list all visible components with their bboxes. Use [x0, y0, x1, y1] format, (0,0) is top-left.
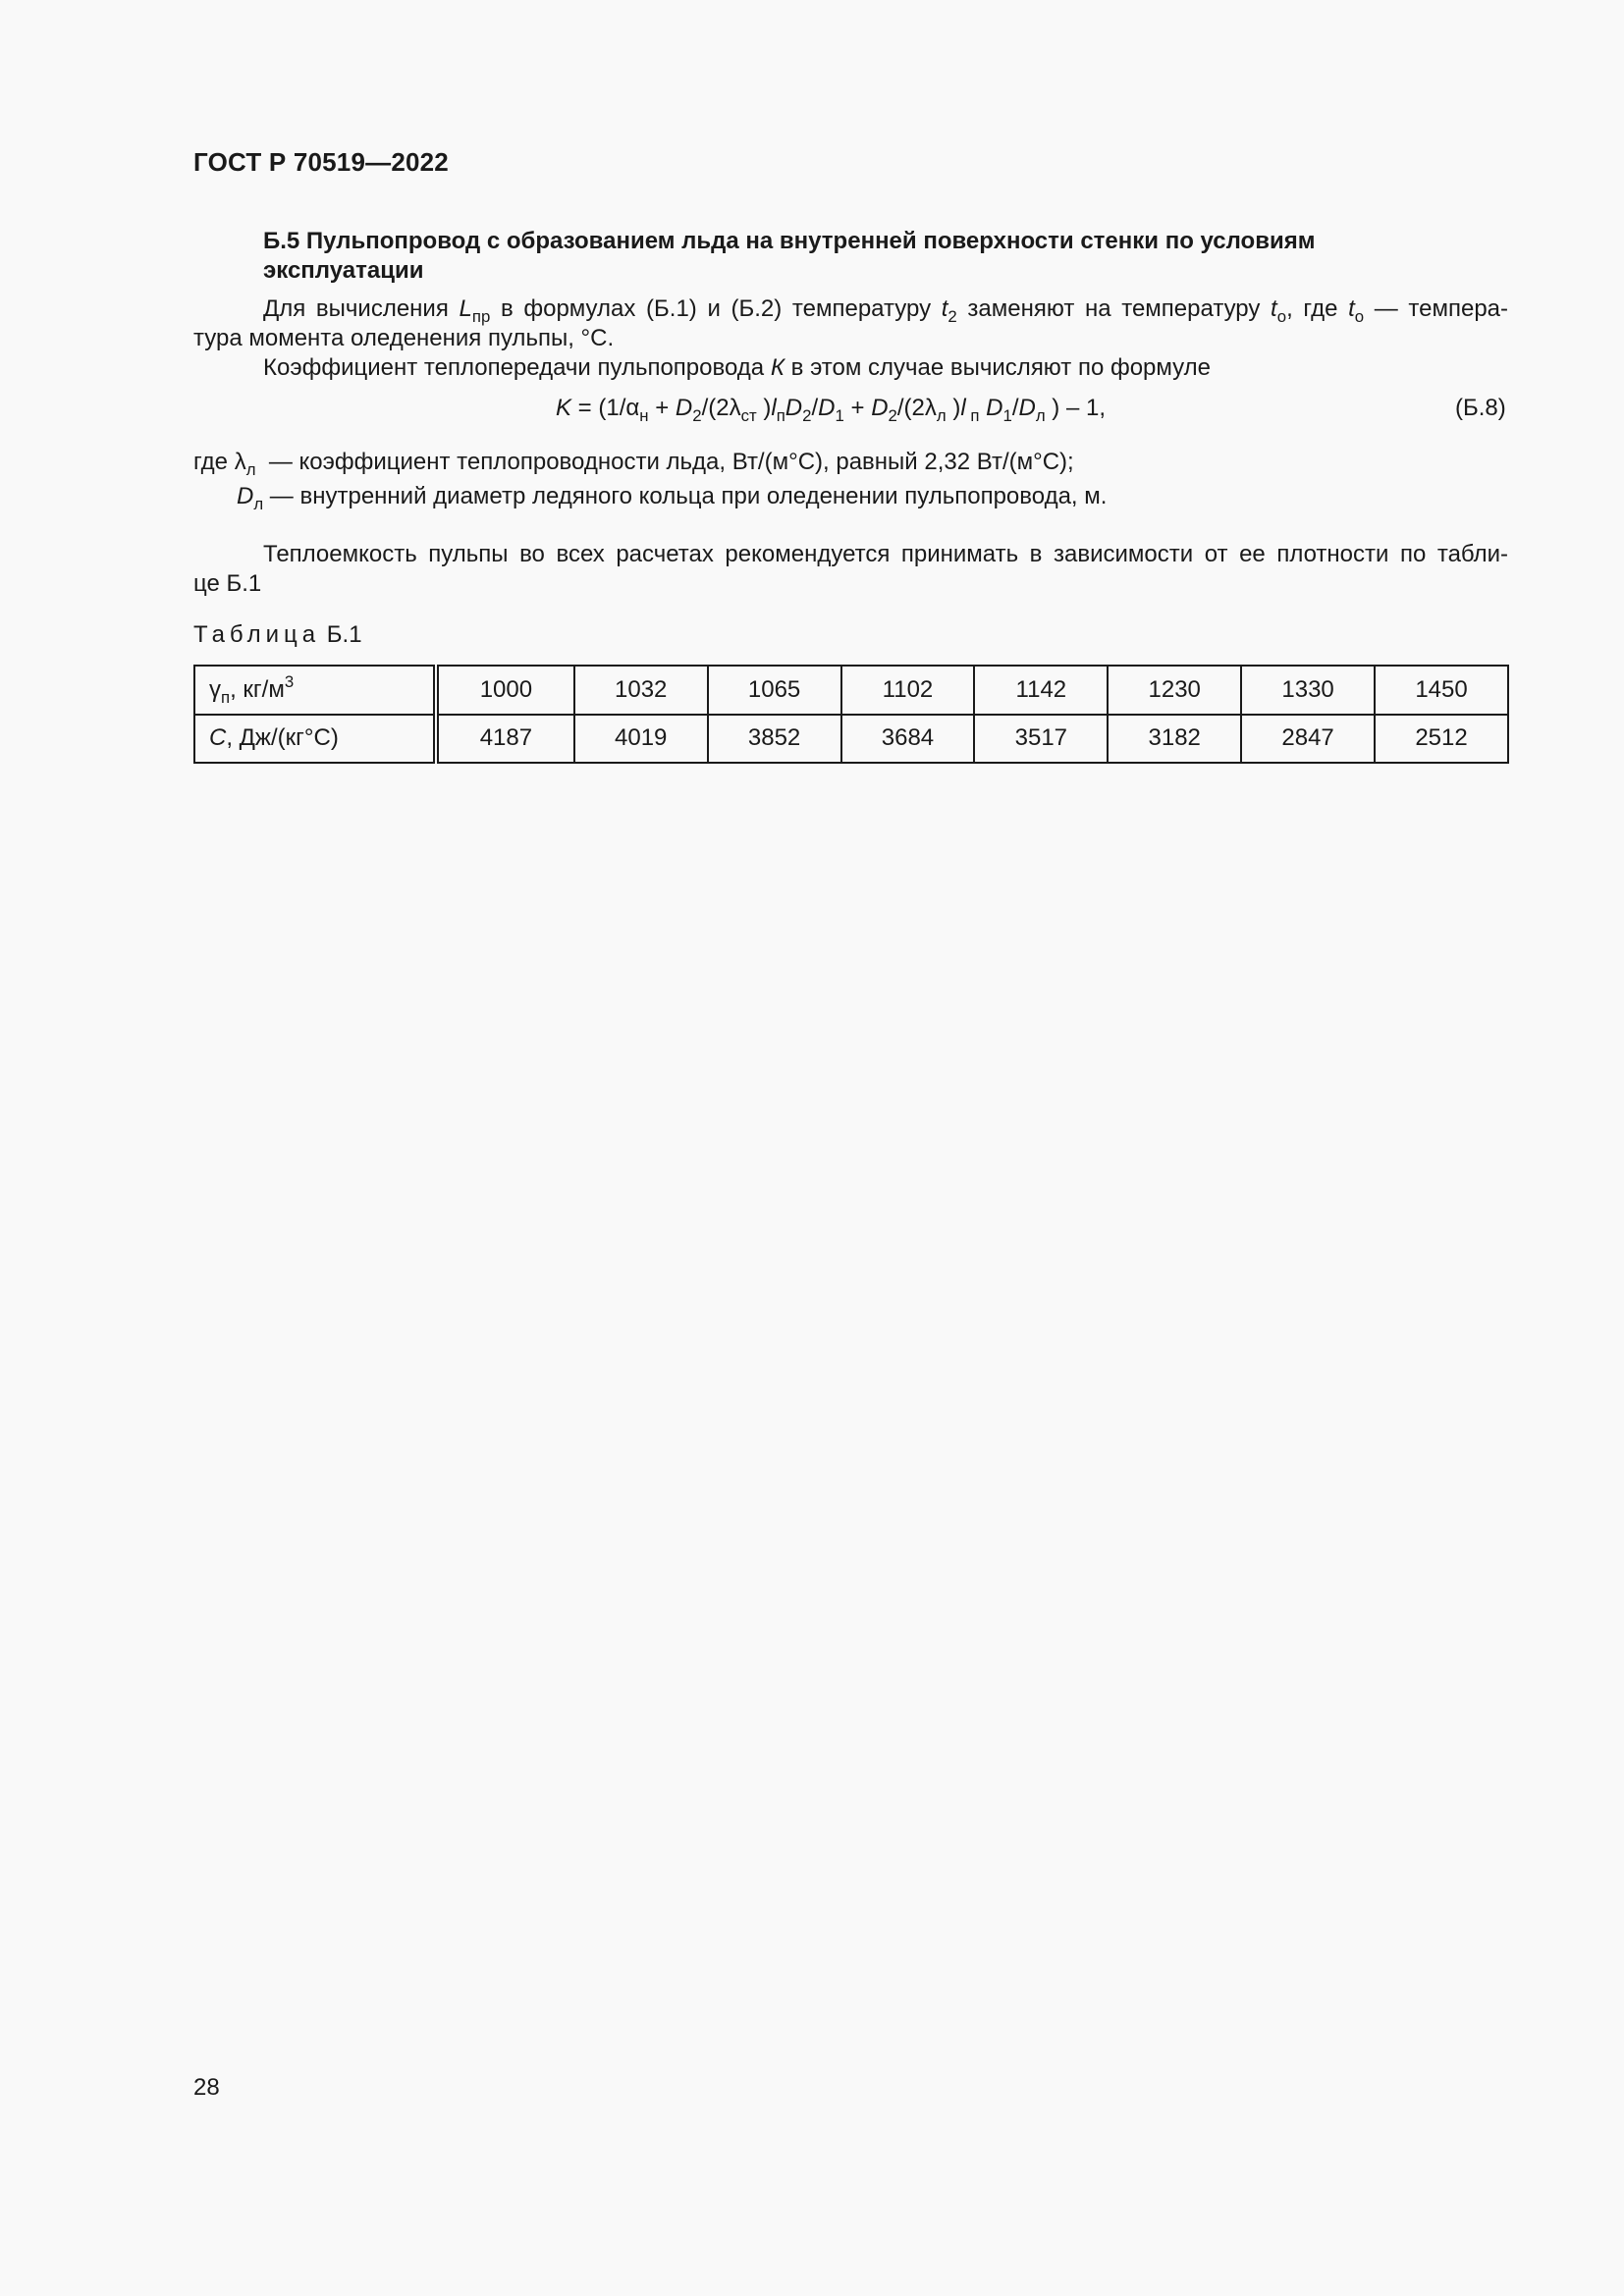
- table-cell: 3517: [974, 715, 1108, 764]
- row-header-density: $\gamma_п$, $кг/м^3$: [194, 666, 436, 715]
- table-cell: 4187: [436, 715, 574, 764]
- formula-number: (Б.8): [1455, 395, 1506, 421]
- formula-b8: $K = (1/\alpha_н + D_2/(2\lambda_{ст}$ )$l_пD_2/D_1 + D_2/(2\lambda_л$ )l $_п$ $D_1/D_л$ ) – 1,: [556, 395, 1106, 425]
- paragraph-3-line-1: Теплоемкость пульпы во всех расчетах рекомендуется принимать в зависимости от ее плотности по табли-: [263, 541, 1508, 567]
- table-cell: 1450: [1375, 666, 1508, 715]
- table-cell: 2512: [1375, 715, 1508, 764]
- table-cell: 1065: [708, 666, 841, 715]
- table-cell: 3182: [1108, 715, 1241, 764]
- table-row-heat-capacity: [194, 715, 1508, 764]
- table-cell: 4019: [574, 715, 708, 764]
- document-header: ГОСТ Р 70519—2022: [193, 147, 449, 177]
- paragraph-3-line-2: це Б.1: [193, 570, 262, 597]
- heat-capacity-table: [193, 665, 1509, 764]
- table-cell: 2847: [1241, 715, 1375, 764]
- page-number: 28: [193, 2074, 220, 2101]
- table-cell: 3684: [841, 715, 975, 764]
- paragraph-1-line-1: Для вычисления $L_{пр}$ в формулах (Б.1) и (Б.2) температуру $t_2$ заменяют на температуру $t_о$, где $t_о$ — темпера-: [263, 295, 1509, 326]
- table-cell: 3852: [708, 715, 841, 764]
- table-caption: Таблица Б.1: [193, 621, 362, 648]
- table-cell: 1032: [574, 666, 708, 715]
- table-cell: 1230: [1108, 666, 1241, 715]
- table-row-density: [194, 666, 1508, 715]
- table-cell: 1330: [1241, 666, 1375, 715]
- row-header-heat-capacity: С, Дж/(кг°С): [194, 715, 436, 764]
- table-cell: 1102: [841, 666, 975, 715]
- paragraph-1-line-2: тура момента оледенения пульпы, °C.: [193, 325, 615, 351]
- where-definition-diameter: $D_л$ — внутренний диаметр ледяного кольца при оледенении пульпопровода, м.: [237, 483, 1108, 513]
- table-cell: 1142: [974, 666, 1108, 715]
- where-definition-lambda: где $\lambda_л$ — коэффициент теплопроводности льда, Вт/(м°С), равный 2,32 Вт/(м°С);: [193, 449, 1074, 479]
- section-heading-line1: Б.5 Пульпопровод с образованием льда на внутренней поверхности стенки по условиям: [263, 228, 1316, 254]
- paragraph-2: Коэффициент теплопередачи пульпопровода К в этом случае вычисляют по формуле: [263, 354, 1211, 381]
- section-heading-line2: эксплуатации: [263, 257, 424, 284]
- table-cell: 1000: [436, 666, 574, 715]
